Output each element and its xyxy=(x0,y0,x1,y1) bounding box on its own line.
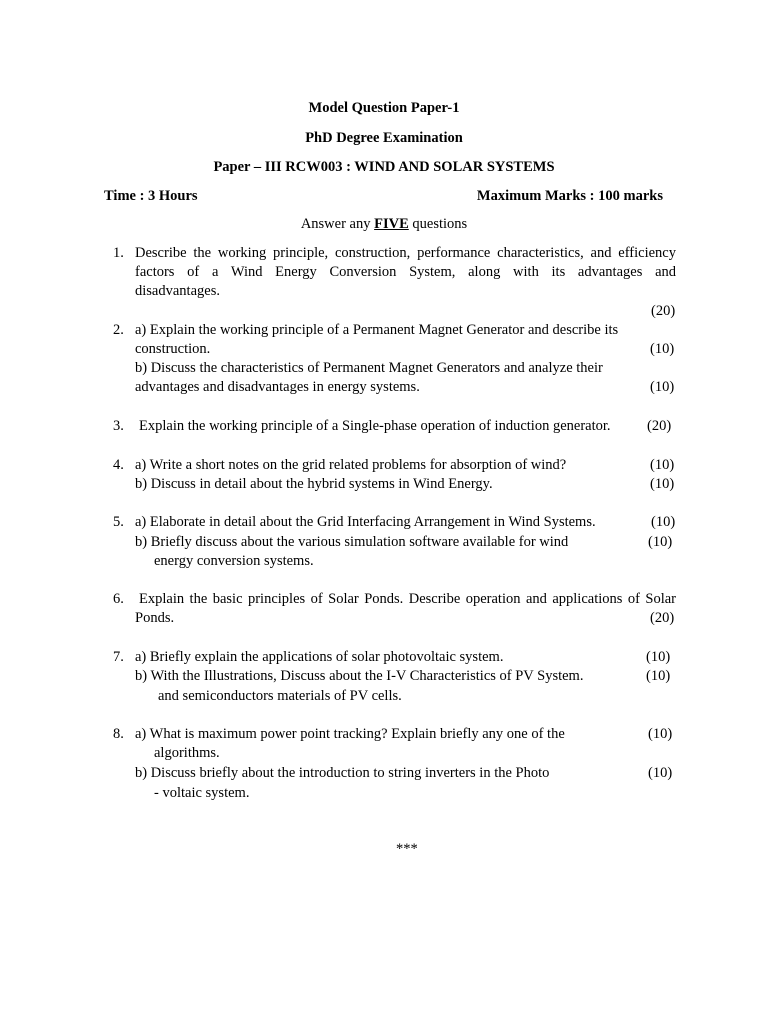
question-marks: (10) xyxy=(650,379,675,395)
time-label: Time : 3 Hours xyxy=(104,188,198,204)
question-text-line: Explain the working principle of a Single-phase operation of induction generator. xyxy=(139,418,611,434)
question-marks: (20) xyxy=(651,303,676,319)
question-part-b: b) Discuss the characteristics of Permanent Magnet Generators and analyze their xyxy=(135,360,603,376)
question-marks: (20) xyxy=(650,610,675,626)
question-part-a: a) Briefly explain the applications of solar photovoltaic system. xyxy=(135,649,504,665)
question-number: 5. xyxy=(113,514,124,530)
paper-code: Paper – III RCW003 : WIND AND SOLAR SYSTEMS xyxy=(213,159,555,175)
question-number: 4. xyxy=(113,457,124,473)
question-marks: (10) xyxy=(646,649,671,665)
instruction-after: questions xyxy=(408,216,468,232)
question-number: 1. xyxy=(113,245,124,261)
question-number: 8. xyxy=(113,726,124,742)
question-marks: (10) xyxy=(646,668,671,684)
question-part-b-cont: energy conversion systems. xyxy=(154,553,314,569)
question-part-b: b) Discuss briefly about the introduction to string inverters in the Photo xyxy=(135,765,550,781)
question-number: 7. xyxy=(113,649,124,665)
question-marks: (10) xyxy=(648,534,673,550)
max-marks-label: Maximum Marks : 100 marks xyxy=(476,188,663,204)
question-part-b-cont: - voltaic system. xyxy=(154,785,250,801)
question-part-a: a) Write a short notes on the grid related problems for absorption of wind? xyxy=(135,457,567,473)
question-part-b: b) Discuss in detail about the hybrid systems in Wind Energy. xyxy=(135,476,493,492)
question-text-line: Explain the basic principles of Solar Ponds. Describe operation and applications of Solar xyxy=(139,591,676,607)
question-marks: (10) xyxy=(650,341,675,357)
question-marks: (10) xyxy=(650,476,675,492)
question-part-a-cont: construction. xyxy=(135,341,211,357)
instruction-emphasis: FIVE xyxy=(374,216,409,232)
question-text-line: factors of a Wind Energy Conversion System, along with its advantages and xyxy=(135,264,676,280)
question-part-a: a) Elaborate in detail about the Grid Interfacing Arrangement in Wind Systems. xyxy=(135,514,596,530)
question-marks: (10) xyxy=(648,726,673,742)
paper-title: Model Question Paper-1 xyxy=(308,100,460,116)
instruction xyxy=(0,216,768,233)
question-part-a-cont: algorithms. xyxy=(154,745,220,761)
question-marks: (10) xyxy=(651,514,676,530)
question-part-b: b) Briefly discuss about the various simulation software available for wind xyxy=(135,534,569,550)
question-part-a: a) What is maximum power point tracking? Explain briefly any one of the xyxy=(135,726,565,742)
question-number: 3. xyxy=(113,418,124,434)
end-mark: *** xyxy=(396,841,418,857)
question-number: 6. xyxy=(113,591,124,607)
question-part-b-cont: advantages and disadvantages in energy systems. xyxy=(135,379,420,395)
question-text-line: Describe the working principle, construction, performance characteristics, and efficiency xyxy=(135,245,676,261)
question-part-b: b) With the Illustrations, Discuss about the I-V Characteristics of PV System. xyxy=(135,668,584,684)
question-part-b-cont: and semiconductors materials of PV cells. xyxy=(158,688,402,704)
question-marks: (10) xyxy=(648,765,673,781)
question-number: 2. xyxy=(113,322,124,338)
question-part-a: a) Explain the working principle of a Permanent Magnet Generator and describe its xyxy=(135,322,619,338)
instruction-before: Answer any xyxy=(300,216,375,232)
question-marks: (20) xyxy=(647,418,672,434)
question-marks: (10) xyxy=(650,457,675,473)
question-text-line: disadvantages. xyxy=(135,283,220,299)
exam-name: PhD Degree Examination xyxy=(305,130,463,146)
question-text-line: Ponds. xyxy=(135,610,175,626)
